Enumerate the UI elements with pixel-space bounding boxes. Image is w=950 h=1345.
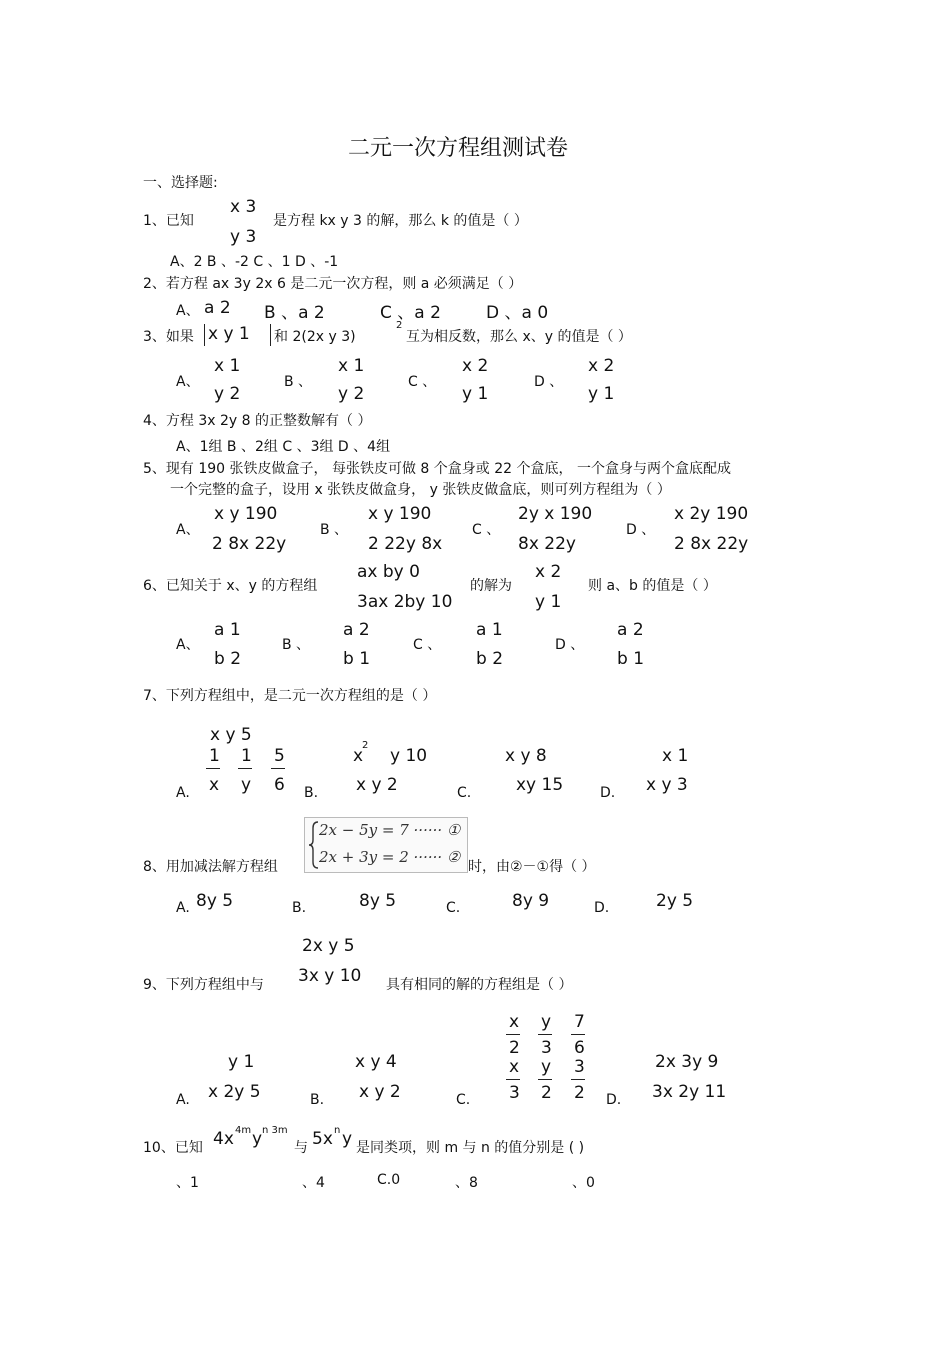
q6-sol-1: x 2	[535, 562, 562, 582]
q2-opt-b: B 、a 2	[264, 303, 325, 323]
q3-sup: 2	[396, 320, 403, 331]
q3-opt-b-2: y 2	[338, 384, 365, 404]
q10-term2: 5x	[312, 1129, 333, 1149]
q3-opt-b-label: B 、	[284, 374, 313, 390]
q7-a-num1: 1	[209, 746, 220, 766]
q8-opt-c-label: C.	[446, 900, 461, 916]
q5-opt-a-1: x y 190	[214, 504, 278, 524]
q9-opt-d-2: 3x 2y 11	[652, 1082, 727, 1102]
q5-opt-d-1: x 2y 190	[674, 504, 749, 524]
q8-opt-a: 8y 5	[196, 891, 234, 911]
q8-opt-b-label: B.	[292, 900, 307, 916]
q3-opt-c-label: C 、	[408, 374, 437, 390]
q10-opt-d: 、8	[455, 1175, 478, 1191]
q9-opt-d-1: 2x 3y 9	[655, 1052, 719, 1072]
q10-term2-y: y	[342, 1129, 353, 1149]
q9-c-bar-1	[506, 1034, 520, 1035]
q6-opt-c-label: C 、	[413, 637, 442, 653]
q7-opt-a-label: A.	[176, 785, 190, 801]
q4-stem: 4、方程 3x 2y 8 的正整数解有（ ）	[143, 413, 372, 429]
q5-opt-a-2: 2 8x 22y	[212, 534, 287, 554]
q6-opt-b-label: B 、	[282, 637, 311, 653]
q8-stem-a: 8、用加减法解方程组	[143, 859, 278, 875]
q1-stem: 是方程 kx y 3 的解，那么 k 的值是（ ）	[273, 213, 528, 229]
q10-term1-sup1: 4m	[235, 1125, 252, 1136]
q9-opt-a-label: A.	[176, 1092, 190, 1108]
q10-term1: 4x	[213, 1129, 234, 1149]
q9-opt-a-1: y 1	[228, 1052, 255, 1072]
q6-opt-b-2: b 1	[343, 649, 371, 669]
q5-opt-b-2: 2 22y 8x	[368, 534, 443, 554]
q4-options: A、1组 B 、2组 C 、3组 D 、4组	[176, 439, 391, 455]
q9-c2-den-1: 3	[509, 1083, 520, 1103]
q10-number: 10、已知	[143, 1140, 203, 1156]
q2-opt-a-label: A、	[176, 303, 200, 319]
abs-bar-right	[270, 324, 271, 346]
q10-term1-sup2: n 3m	[262, 1125, 288, 1136]
q7-b-sup: 2	[362, 740, 369, 751]
q6-stem-b: 的解为	[470, 578, 512, 594]
q8-stem-b: 时，由②－①得（ ）	[468, 859, 596, 875]
q2-opt-d: D 、a 0	[486, 303, 549, 323]
q7-a-den1: x	[209, 775, 220, 795]
q6-eq-2: 3ax 2by 10	[357, 592, 453, 612]
q3-opt-c-1: x 2	[462, 356, 489, 376]
q7-c-2: xy 15	[516, 775, 564, 795]
q8-eq-1: 2x − 5y = 7 ······ ①	[319, 821, 461, 839]
q6-opt-d-label: D 、	[555, 637, 585, 653]
q7-a-den2: y	[241, 775, 252, 795]
q7-a-bar3	[271, 768, 285, 769]
q3-opt-d-1: x 2	[588, 356, 615, 376]
q7-a-num2: 1	[241, 746, 252, 766]
q3-opt-c-2: y 1	[462, 384, 489, 404]
q9-eq-1: 2x y 5	[302, 936, 355, 956]
q6-stem-c: 则 a、b 的值是（ ）	[588, 578, 717, 594]
q10-term2-sup: n	[334, 1125, 341, 1136]
q9-c-bar-2	[538, 1034, 552, 1035]
q10-mid: 与	[294, 1140, 308, 1156]
q3-stem-a: 3、如果	[143, 329, 194, 345]
q8-opt-a-label: A.	[176, 900, 190, 916]
q9-stem-b: 具有相同的解的方程组是（ ）	[386, 977, 573, 993]
q9-c-num-3: 7	[574, 1012, 585, 1032]
q6-opt-d-1: a 2	[617, 620, 644, 640]
q7-a-den3: 6	[274, 775, 285, 795]
q7-b-1a: x	[353, 746, 364, 766]
q7-b-1b: y 10	[390, 746, 428, 766]
q9-c-num-1: x	[509, 1012, 520, 1032]
q3-opt-d-2: y 1	[588, 384, 615, 404]
q9-c2-bar-3	[571, 1079, 585, 1080]
q5-opt-c-1: 2y x 190	[518, 504, 593, 524]
q6-stem-a: 6、已知关于 x、y 的方程组	[143, 578, 318, 594]
section-heading: 一、选择题:	[143, 175, 218, 191]
q7-b-2: x y 2	[356, 775, 398, 795]
q9-c2-num-2: y	[541, 1057, 552, 1077]
q9-c-den-3: 6	[574, 1038, 585, 1058]
q6-opt-a-1: a 1	[214, 620, 241, 640]
q7-a-bar2	[238, 768, 252, 769]
page-title: 二元一次方程组测试卷	[348, 136, 569, 161]
q1-sol-x: x 3	[230, 197, 257, 217]
q10-term1-y: y	[252, 1129, 263, 1149]
q3-opt-b-1: x 1	[338, 356, 365, 376]
q7-d-1: x 1	[662, 746, 689, 766]
q5-line1: 5、现有 190 张铁皮做盒子， 每张铁皮可做 8 个盒身或 22 个盒底， 一个盒身与两个盒底配成	[143, 461, 731, 477]
q9-opt-b-1: x y 4	[355, 1052, 397, 1072]
q7-stem: 7、下列方程组中，是二元一次方程组的是（ ）	[143, 688, 437, 704]
q2-stem: 2、若方程 ax 3y 2x 6 是二元一次方程，则 a 必须满足（ ）	[143, 276, 523, 292]
q6-sol-2: y 1	[535, 592, 562, 612]
q5-opt-b-label: B 、	[320, 522, 349, 538]
q9-opt-b-2: x y 2	[359, 1082, 401, 1102]
q3-abs-expr: x y 1	[208, 324, 250, 344]
q7-opt-b-label: B.	[304, 785, 319, 801]
q5-opt-d-label: D 、	[626, 522, 656, 538]
q10-opt-b: 、4	[302, 1175, 325, 1191]
q3-opt-a-label: A、	[176, 374, 200, 390]
q9-c2-num-1: x	[509, 1057, 520, 1077]
q2-opt-c: C 、a 2	[380, 303, 441, 323]
q9-eq-2: 3x y 10	[298, 966, 362, 986]
q3-stem-c: 互为相反数，那么 x、y 的值是（ ）	[406, 329, 632, 345]
q7-a-top: x y 5	[210, 725, 252, 745]
q9-c2-num-3: 3	[574, 1057, 585, 1077]
q9-c2-den-3: 2	[574, 1083, 585, 1103]
q2-opt-a: a 2	[204, 298, 231, 318]
q7-a-num3: 5	[274, 746, 285, 766]
q6-eq-1: ax by 0	[357, 562, 420, 582]
q6-opt-a-2: b 2	[214, 649, 242, 669]
q9-c-bar-3	[571, 1034, 585, 1035]
q7-opt-c-label: C.	[457, 785, 472, 801]
q5-opt-a-label: A、	[176, 522, 200, 538]
q6-opt-b-1: a 2	[343, 620, 370, 640]
q5-opt-c-2: 8x 22y	[518, 534, 576, 554]
q9-opt-c-label: C.	[456, 1092, 471, 1108]
abs-bar-left	[204, 324, 205, 346]
q7-opt-d-label: D.	[600, 785, 616, 801]
q8-equation-system	[304, 817, 468, 873]
q10-opt-a: 、1	[176, 1175, 199, 1191]
q8-opt-d-label: D.	[594, 900, 610, 916]
q1-options: A、2 B 、-2 C 、1 D 、-1	[170, 254, 339, 270]
q1-number: 1、已知	[143, 213, 194, 229]
q9-opt-d-label: D.	[606, 1092, 622, 1108]
q9-stem-a: 9、下列方程组中与	[143, 977, 264, 993]
q10-opt-c: C.0	[377, 1172, 401, 1188]
q9-c-den-2: 3	[541, 1038, 552, 1058]
q3-stem-b: 和 2(2x y 3)	[274, 329, 356, 345]
q7-a-bar1	[206, 768, 220, 769]
q5-opt-c-label: C 、	[472, 522, 501, 538]
q8-opt-c: 8y 9	[512, 891, 550, 911]
q5-line2: 一个完整的盒子，设用 x 张铁皮做盒身， y 张铁皮做盒底，则可列方程组为（ ）	[170, 482, 671, 498]
q7-d-2: x y 3	[646, 775, 688, 795]
q9-c2-bar-1	[506, 1079, 520, 1080]
q9-opt-b-label: B.	[310, 1092, 325, 1108]
q10-stem: 是同类项，则 m 与 n 的值分别是 ( )	[356, 1140, 585, 1156]
q8-opt-d: 2y 5	[656, 891, 694, 911]
q10-opt-e: 、0	[572, 1175, 595, 1191]
q7-c-1: x y 8	[505, 746, 547, 766]
q9-opt-a-2: x 2y 5	[208, 1082, 261, 1102]
q6-opt-d-2: b 1	[617, 649, 645, 669]
q9-c-den-1: 2	[509, 1038, 520, 1058]
q3-opt-d-label: D 、	[534, 374, 564, 390]
q6-opt-c-2: b 2	[476, 649, 504, 669]
q3-opt-a-1: x 1	[214, 356, 241, 376]
q9-c-num-2: y	[541, 1012, 552, 1032]
q8-eq-2: 2x + 3y = 2 ······ ②	[319, 848, 461, 866]
q1-sol-y: y 3	[230, 227, 257, 247]
q8-opt-b: 8y 5	[359, 891, 397, 911]
q6-opt-a-label: A、	[176, 637, 200, 653]
q5-opt-d-2: 2 8x 22y	[674, 534, 749, 554]
q9-c2-bar-2	[538, 1079, 552, 1080]
q9-c2-den-2: 2	[541, 1083, 552, 1103]
q5-opt-b-1: x y 190	[368, 504, 432, 524]
q3-opt-a-2: y 2	[214, 384, 241, 404]
q6-opt-c-1: a 1	[476, 620, 503, 640]
